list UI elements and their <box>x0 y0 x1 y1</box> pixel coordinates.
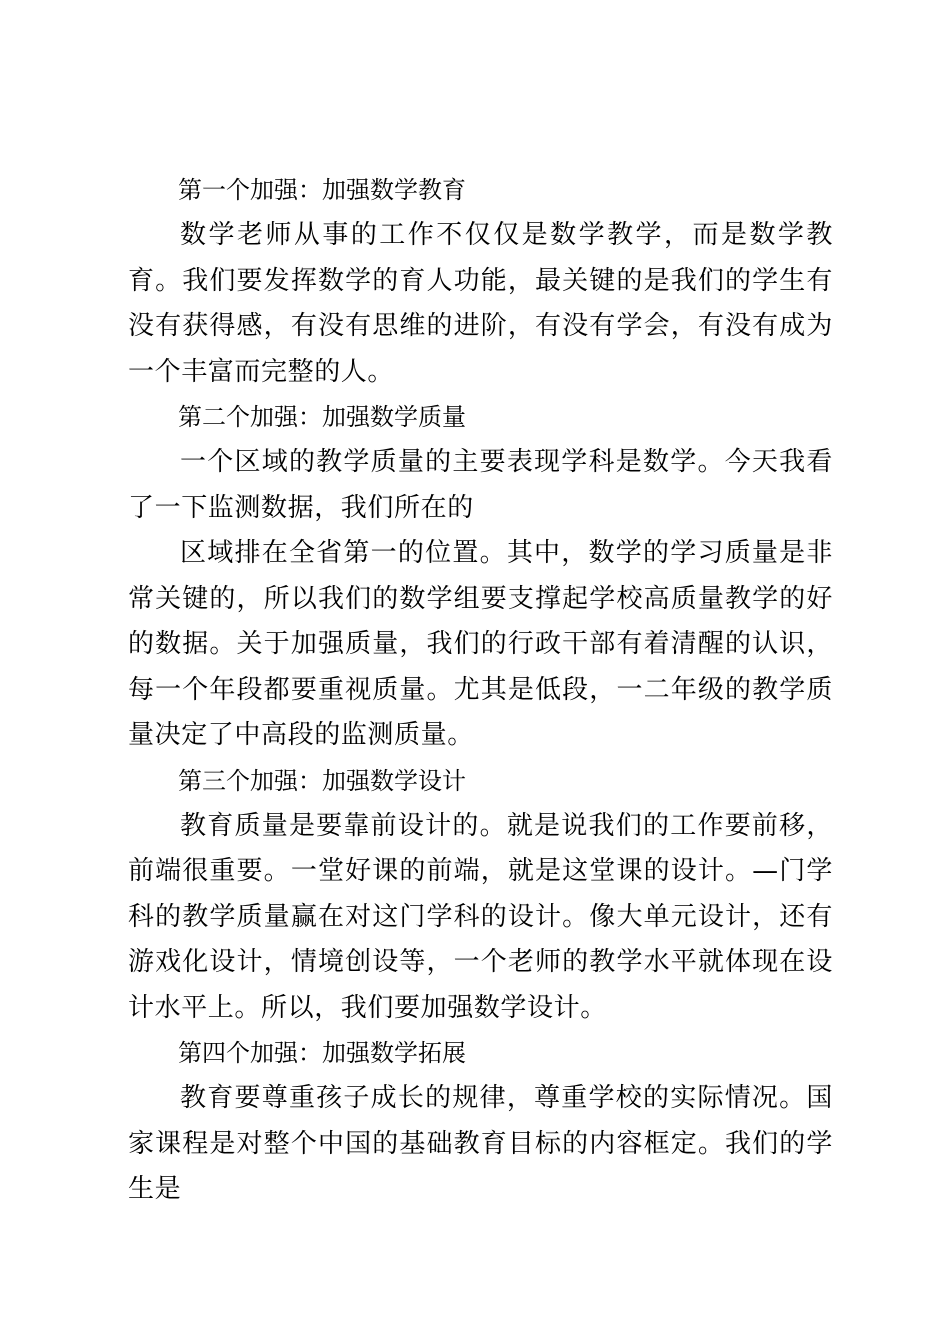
section-3 <box>128 759 833 1032</box>
paragraph: 数学老师从事的工作不仅仅是数学教学，而是数学教育。我们要发挥数学的育人功能，最关键的是我们的学生有没有获得感，有没有思维的进阶，有没有学会，有没有成为一个丰富而完整的人。 <box>128 220 833 387</box>
section-heading: 第二个加强：加强数学质量 <box>178 403 466 431</box>
section-heading: 第三个加强：加强数学设计 <box>178 766 466 795</box>
paragraph: 一个区域的教学质量的主要表现学科是数学。今天我看了一下监测数据，我们所在的 <box>128 447 833 523</box>
section-2 <box>128 395 833 759</box>
paragraph: 教育质量是要靠前设计的。就是说我们的工作要前移，前端很重要。一堂好课的前端，就是这堂课的设计。—门学科的教学质量赢在对这门学科的设计。像大单元设计，还有游戏化设计，情境创设等，一个老师的教学水平就体现在设计水平上。所以，我们要加强数学设计。 <box>128 810 833 1023</box>
paragraph: 教育要尊重孩子成长的规律，尊重学校的实际情况。国家课程是对整个中国的基础教育目标的内容框定。我们的学生是 <box>128 1083 833 1204</box>
paragraph: 区域排在全省第一的位置。其中，数学的学习质量是非常关键的，所以我们的数学组要支撑起学校高质量教学的好的数据。关于加强质量，我们的行政干部有着清醒的认识，每一个年段都要重视质量。尤其是低段，一二年级的教学质量决定了中高段的监测质量。 <box>128 538 833 750</box>
section-heading: 第四个加强：加强数学拓展 <box>178 1039 466 1067</box>
section-heading: 第一个加强：加强数学教育 <box>178 176 466 204</box>
section-4 <box>128 1031 833 1213</box>
section-1 <box>128 168 833 395</box>
document-body <box>128 168 833 1213</box>
